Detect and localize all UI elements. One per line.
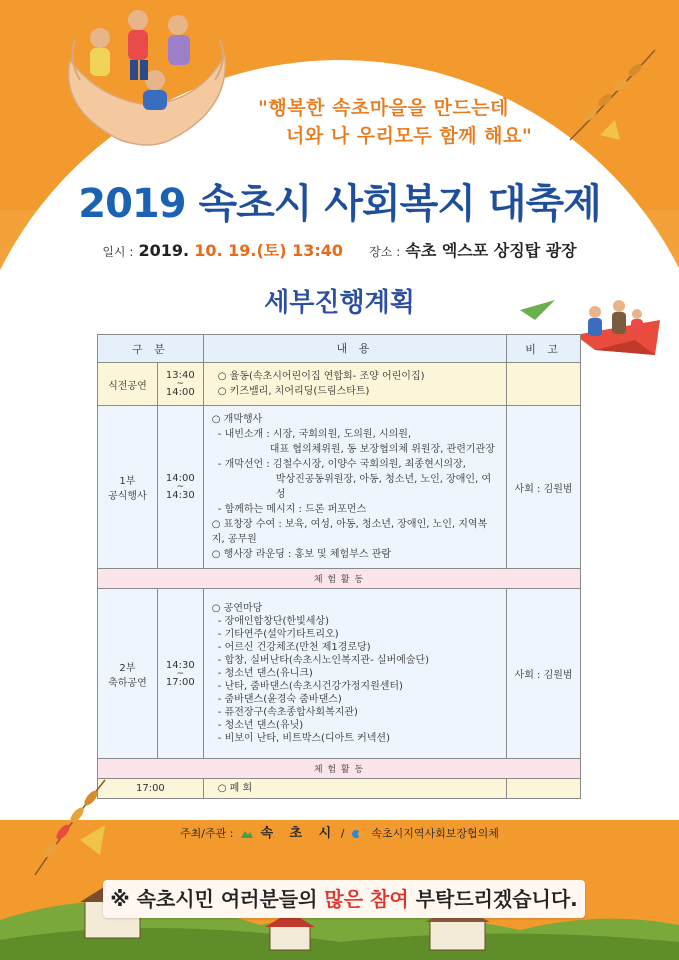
time-cell: 17:00 [98,779,204,799]
place-value: 속초 엑스포 상징탑 광장 [405,241,577,260]
note-cell [507,779,581,799]
division-line: 2부 [119,662,136,674]
banner-highlight: 많은 참여 [324,887,409,911]
note-cell: 사회 : 김원범 [507,589,581,759]
title-text: 속초시 사회복지 대축제 [198,181,601,227]
table-row-pre-performance [98,363,581,406]
content-cell [203,589,506,759]
table-row-part-1 [98,406,581,569]
experience-activity-band: 체 험 활 동 [98,759,581,779]
organizer-council: 속초시지역사회보장협의체 [371,827,499,840]
note-cell: 사회 : 김원범 [507,406,581,569]
organizers-separator: / [340,827,345,840]
time-end: 17:00 [165,676,195,688]
content-line: 대표 협의체위원, 동 보장협의체 위원장, 관련기관장 [269,444,495,455]
event-info [0,238,679,261]
sokcho-city-logo-icon [240,829,254,839]
content-line: ○ 표창장 수여 : 보육, 여성, 아동, 청소년, 장애인, 노인, 지역복지, 공무원 [211,519,488,545]
content-line: - 난타, 줌바댄스(속초시건강가정지원센터) [217,681,403,692]
title-year: 2019 [78,181,186,227]
table-row-part-2 [98,589,581,759]
organizer-sokcho-city: 속 초 시 [260,826,338,841]
content-line: - 줌바댄스(윤경숙 줌바댄스) [217,694,342,705]
time-end: 14:00 [165,387,195,398]
time-start: 14:30 [165,659,195,671]
time-cell: 13:40 ~ 14:00 [157,363,203,406]
content-line: - 청소년 댄스(유니크) [217,668,313,679]
main-title [0,172,679,229]
table-row-experience-band [98,759,581,779]
date-value: 10. 19.(토) 13:40 [194,241,344,260]
content-line: - 기타연주(설악기타트리오) [217,629,339,640]
content-line: - 개막선언 : 김철수시장, 이양수 국회의원, 최종현시의장, [217,459,466,470]
content-line: - 합창, 실버난타(속초시노인복지관- 실버예술단) [217,655,430,666]
content-line: ○ 개막행사 [211,414,263,425]
organizers-label: 주최/주관 : [180,827,234,840]
content-line: - 비보이 난타, 비트박스(디아트 커넥션) [217,733,390,744]
header-division: 구 분 [98,335,204,363]
content-line: - 청소년 댄스(유닛) [217,720,304,731]
hands-with-people-illustration [50,0,250,150]
content-line: ○ 공연마당 [211,603,263,614]
content-cell [203,363,506,406]
content-cell [203,406,506,569]
place-label: 장소 : [369,245,401,259]
division-line: 축하공연 [108,677,147,689]
slogan-line-1: "행복한 속초마을을 만드는데 [258,97,509,119]
banner-suffix: 부탁드리겠습니다. [415,887,578,911]
division-cell: 식전공연 [98,363,158,406]
content-line: - 장애인합창단(한빛세상) [217,616,329,627]
content-line: - 퓨전장구(속초종합사회복지관) [217,707,358,718]
experience-activity-band: 체 험 활 동 [98,569,581,589]
content-line: - 내빈소개 : 시장, 국회의원, 도의원, 시의원, [217,429,412,440]
time-end: 14:30 [165,490,195,501]
time-start: 13:40 [165,370,195,381]
content-line: ○ 키즈밸리, 치어리딩(드림스타트) [217,386,370,397]
content-line: 박상진공동위원장, 아동, 청소년, 노인, 장애인, 여성 [275,474,492,500]
division-line: 공식행사 [108,491,147,502]
content-line: ○ 행사장 라운딩 : 홍보 및 체험부스 관람 [211,549,392,560]
council-logo-icon [351,829,365,839]
date-label: 일시 : [102,245,134,259]
participation-banner [103,880,585,918]
time-cell: 14:00 ~ 14:30 [157,406,203,569]
time-start: 14:00 [165,473,195,484]
content-line: - 어르신 건강체조(만천 제1경로당) [217,642,371,653]
division-cell [98,406,158,569]
table-row-closing [98,779,581,799]
subtitle: 세부진행계획 [264,288,415,318]
division-cell [98,589,158,759]
content-line: ○ 율동(속초시어린이집 연합회- 조양 어린이집) [217,371,425,382]
slogan [258,94,588,150]
slogan-line-2: 너와 나 우리모두 함께 해요" [286,125,533,147]
division-line: 1부 [119,476,136,487]
banner-prefix: ※ 속초시민 여러분들의 [110,887,318,911]
note-cell [507,363,581,406]
time-cell: 14:30 ~ 17:00 [157,589,203,759]
content-cell: ○ 폐 회 [203,779,506,799]
organizers-line [0,822,679,841]
table-row-experience-band [98,569,581,589]
schedule-table [97,334,581,799]
header-content: 내 용 [203,335,506,363]
date-prefix: 2019. [138,241,190,260]
content-line: - 함께하는 메시지 : 드론 퍼포먼스 [217,504,367,515]
header-note: 비 고 [507,335,581,363]
